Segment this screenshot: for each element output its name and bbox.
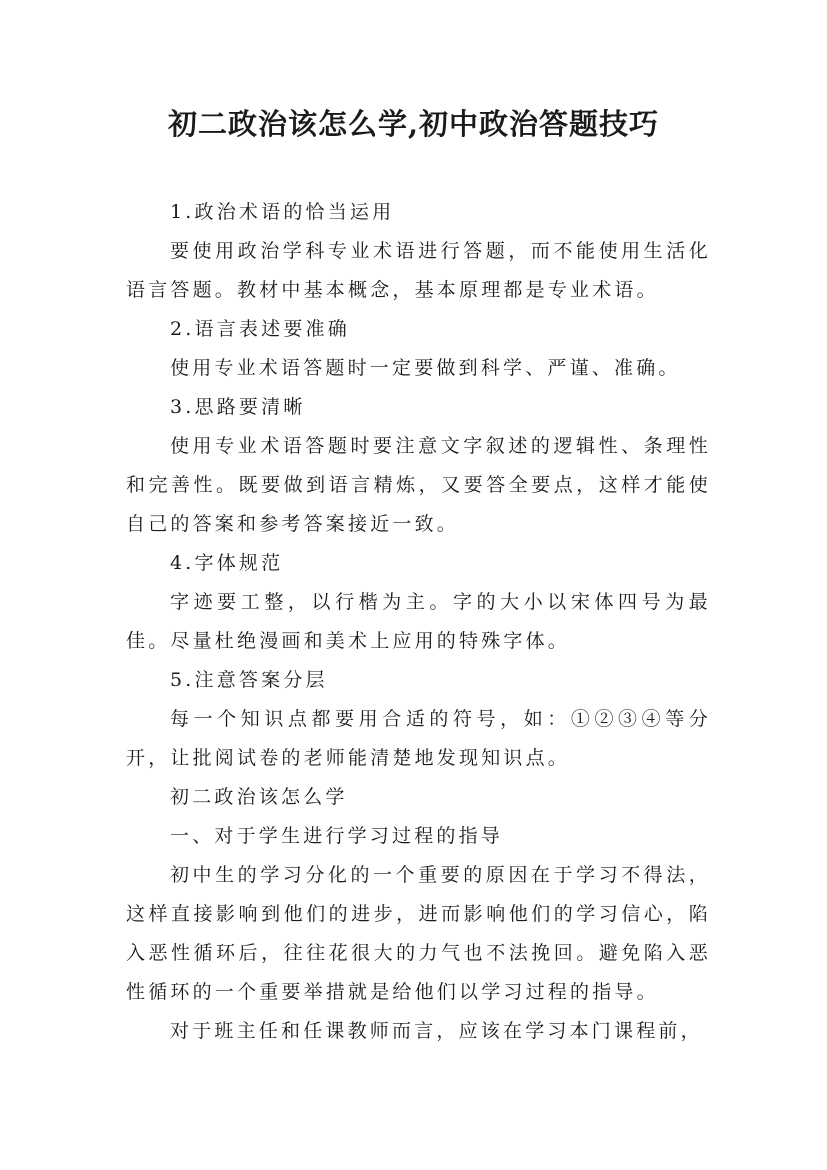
section-heading-how-to-study: 初二政治该怎么学: [170, 786, 348, 808]
paragraph-accurate-expression: 使用专业术语答题时一定要做到科学、严谨、准确。: [170, 357, 681, 379]
heading-terminology: 1.政治术语的恰当运用: [170, 201, 395, 223]
paragraph-clear-thinking: 使用专业术语答题时要注意文字叙述的逻辑性、条理性和完善性。既要做到语言精炼，又要答全要点，这样才能使自己的答案和参考答案接近一致。: [126, 435, 711, 535]
heading-font-standard: 4.字体规范: [170, 552, 284, 574]
heading-accurate-expression: 2.语言表述要准确: [170, 318, 350, 340]
heading-clear-thinking: 3.思路要清晰: [170, 396, 306, 418]
paragraph-answer-layering: 每一个知识点都要用合适的符号，如：①②③④等分开，让批阅试卷的老师能清楚地发现知识点。: [126, 708, 711, 769]
paragraph-terminology: 要使用政治学科专业术语进行答题，而不能使用生活化语言答题。教材中基本概念，基本原理都是专业术语。: [126, 240, 711, 301]
paragraph-learning-guidance: 初中生的学习分化的一个重要的原因在于学习不得法，这样直接影响到他们的进步，进而影响他们的学习信心，陷入恶性循环后，往往花很大的力气也不法挽回。避免陷入恶性循环的一个重要举措就是给他们以学习过程的指导。: [126, 864, 711, 1003]
paragraph-font-standard: 字迹要工整，以行楷为主。字的大小以宋体四号为最佳。尽量杜绝漫画和美术上应用的特殊字体。: [126, 591, 711, 652]
paragraph-teachers: 对于班主任和任课教师而言，应该在学习本门课程前，: [170, 1020, 703, 1042]
subheading-learning-guidance: 一、对于学生进行学习过程的指导: [170, 825, 504, 847]
heading-answer-layering: 5.注意答案分层: [170, 669, 328, 691]
document-title: 初二政治该怎么学,初中政治答题技巧: [167, 107, 660, 141]
document-body: [126, 193, 711, 1051]
